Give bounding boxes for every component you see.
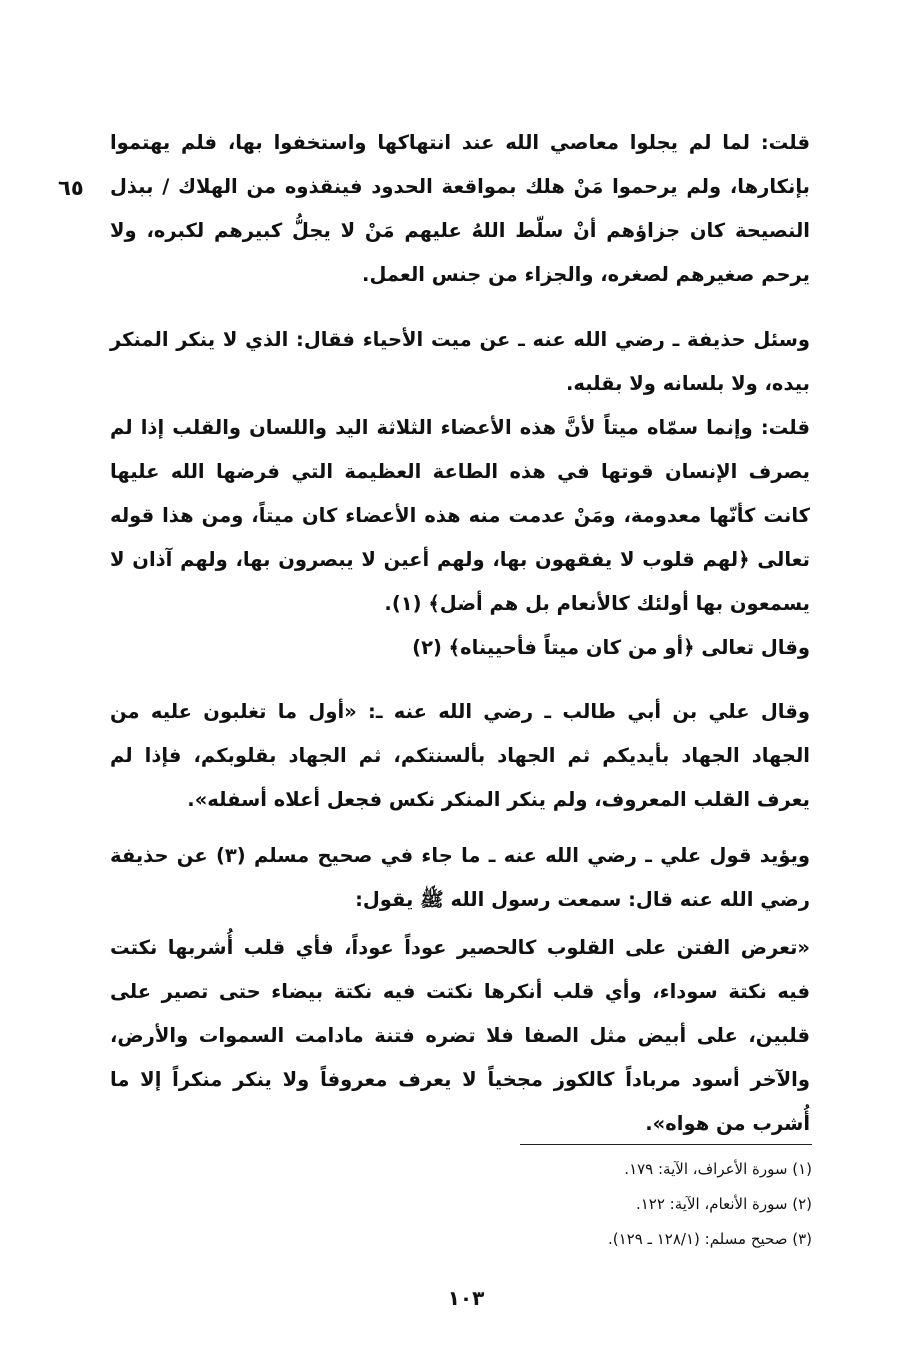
paragraph-1 [110,121,810,297]
footnote-3: (٣) صحيح مسلم: (١٢٨/١ ـ ١٢٩). [608,1230,812,1248]
paragraph-text: قلت: وإنما سمّاه ميتاً لأنَّ هذه الأعضاء الثلاثة اليد واللسان والقلب إذا لم يصرف الإنسان قوتها في هذه الطاعة العظيمة التي فرضها الله عليها كانت كأنّها معدومة، ومَنْ عدمت منه هذه الأعضاء كان ميتاً، ومن هذا قوله تعالى ﴿لهم قلوب لا يفقهون بها، ولهم أعين لا يبصرون بها، ولهم آذان لا يسمعون بها أولئك كالأنعام بل هم أضل﴾ (١). [110,416,810,615]
paragraph-text: وقال علي بن أبي طالب ـ رضي الله عنه ـ: «أول ما تغلبون عليه من الجهاد الجهاد بأيديكم ثم الجهاد بألسنتكم، ثم الجهاد بقلوبكم، فإذا لم يعرف القلب المعروف، ولم ينكر المنكر نكس فجعل أعلاه أسفله». [110,700,810,811]
paragraph-text: ويؤيد قول علي ـ رضي الله عنه ـ ما جاء في صحيح مسلم (٣) عن حذيفة رضي الله عنه قال: سمعت رسول الله ﷺ يقول: [110,844,811,911]
paragraph-3 [110,406,810,670]
margin-page-reference: ٦٥ [58,176,84,200]
paragraph-2 [110,318,810,406]
paragraph-text: «تعرض الفتن على القلوب كالحصير عوداً عوداً، فأي قلب أُشربها نكتت فيه نكتة سوداء، وأي قلب أنكرها نكتت فيه نكتة بيضاء حتى تصير على قلبين، على أبيض مثل الصفا فلا تضره فتنة مادامت السموات والأرض، والآخر أسود مرباداً كالكوز مجخياً لا يعرف معروفاً ولا ينكر منكراً إلا ما أُشرب من هواه». [110,936,810,1135]
paragraph-text: وقال تعالى ﴿أو من كان ميتاً فأحييناه﴾ (٢) [412,636,810,659]
paragraph-4 [110,690,810,822]
footnote-2: (٢) سورة الأنعام، الآية: ١٢٢. [635,1195,812,1213]
paragraph-text: وسئل حذيفة ـ رضي الله عنه ـ عن ميت الأحياء فقال: الذي لا ينكر المنكر بيده، ولا بلسانه ولا بقلبه. [110,328,810,395]
paragraph-6-hadith [110,926,810,1146]
page-number: ١٠٣ [447,1286,485,1310]
footnote-divider [520,1144,812,1145]
footnote-1: (١) سورة الأعراف، الآية: ١٧٩. [624,1160,812,1178]
paragraph-text: قلت: لما لم يجلوا معاصي الله عند انتهاكها واستخفوا بها، فلم يهتموا بإنكارها، ولم يرحموا مَنْ هلك بمواقعة الحدود فينقذوه من الهلاك / ببذل النصيحة كان جزاؤهم أنْ سلّط اللهُ عليهم مَنْ لا يجلُّ كبيرهم لكبره، ولا يرحم صغيرهم لصغره، والجزاء من جنس العمل. [110,131,810,286]
footnotes [400,1152,812,1257]
paragraph-5 [110,834,810,922]
